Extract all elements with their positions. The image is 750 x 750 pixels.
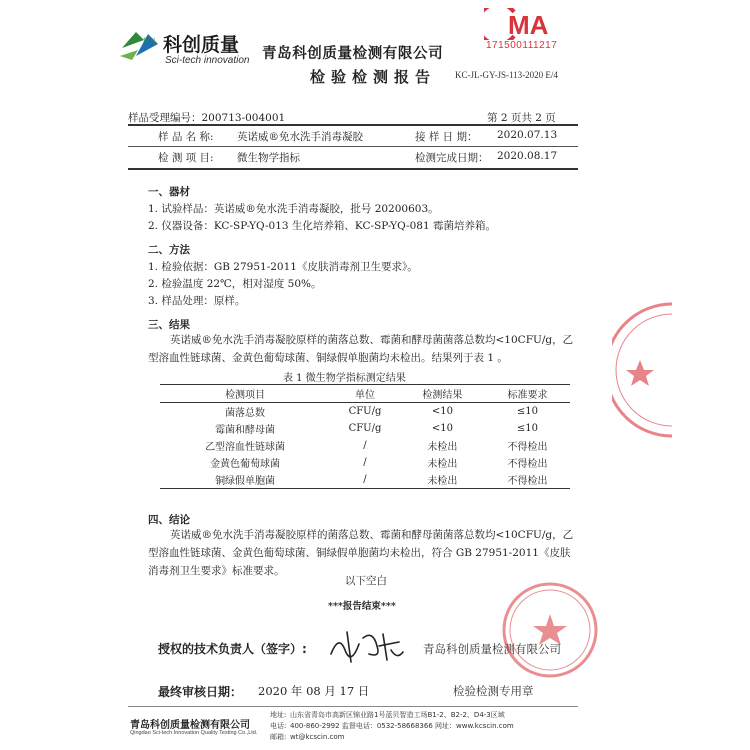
section-title: 二、方法 bbox=[148, 244, 190, 256]
table-cell: / bbox=[330, 471, 400, 489]
sample-name-label: 样 品 名 称: bbox=[158, 131, 214, 143]
footer-company: 青岛科创质量检测有限公司 bbox=[130, 720, 250, 731]
company-logo-icon bbox=[118, 26, 162, 62]
footer-address bbox=[270, 710, 505, 720]
table-cell: ≤10 bbox=[516, 406, 539, 417]
table-cell: 菌落总数 bbox=[225, 408, 266, 419]
footer-email-value: wt@kcscin.com bbox=[290, 733, 345, 741]
divider bbox=[128, 146, 578, 147]
column-header: 检测项目 bbox=[160, 385, 330, 403]
sample-number-label: 样品受理编号： bbox=[128, 112, 202, 124]
table-row bbox=[160, 471, 570, 489]
footer-phone bbox=[270, 721, 514, 731]
table-row bbox=[160, 437, 570, 454]
table-cell: 不得检出 bbox=[507, 442, 548, 453]
method-line: 2. 检验温度 22℃，相对湿度 50%。 bbox=[148, 278, 322, 290]
equipment-line: 2. 仪器设备：KC-SP-YQ-013 生化培养箱、KC-SP-YQ-081 霉菌培养箱。 bbox=[148, 220, 497, 232]
receive-date-label: 接 样 日 期： bbox=[415, 131, 478, 143]
page-indicator: 第 2 页共 2 页 bbox=[487, 112, 556, 124]
table-header-row bbox=[160, 385, 570, 403]
column-header: 检测结果 bbox=[400, 385, 485, 403]
cma-text: MA bbox=[508, 10, 549, 40]
footer-address-label: 地址: bbox=[270, 711, 287, 719]
footer-email bbox=[270, 732, 344, 742]
signature-label: 授权的技术负责人（签字）: bbox=[158, 642, 307, 656]
table-cell: ≤10 bbox=[516, 423, 539, 434]
footer-email-label: 邮箱: bbox=[270, 733, 287, 741]
logo-subtext: Sci-tech innovation bbox=[165, 55, 250, 66]
results-table bbox=[160, 384, 570, 489]
table-cell: 乙型溶血性链球菌 bbox=[205, 442, 286, 453]
table-cell: <10 bbox=[431, 423, 453, 434]
company-name: 青岛科创质量检测有限公司 bbox=[262, 46, 444, 62]
cma-number: 171500111217 bbox=[486, 40, 558, 51]
footer-phone-label: 电话: bbox=[270, 722, 287, 730]
document-code: KC-JL-GY-JS-113-2020 E/4 bbox=[455, 70, 558, 80]
handwritten-signature-icon bbox=[325, 624, 405, 668]
table-cell: / bbox=[363, 440, 367, 451]
blank-note: 以下空白 bbox=[345, 575, 387, 587]
report-end: ***报告结束*** bbox=[328, 601, 396, 612]
table-cell: CFU/g bbox=[348, 406, 382, 417]
column-header: 标准要求 bbox=[485, 385, 570, 403]
review-date-label: 最终审核日期： bbox=[158, 685, 243, 699]
table-cell: 未检出 bbox=[427, 459, 458, 470]
partial-seal-stamp-icon bbox=[612, 300, 672, 440]
table-row bbox=[160, 454, 570, 471]
table-cell: CFU/g bbox=[348, 423, 382, 434]
completion-date-value: 2020.08.17 bbox=[497, 150, 558, 162]
equipment-line: 1. 试验样品：英诺威®免水洗手消毒凝胶，批号 20200603。 bbox=[148, 203, 439, 215]
column-header: 单位 bbox=[330, 385, 400, 403]
sample-number-value: 200713-004001 bbox=[201, 112, 286, 124]
table-cell: 不得检出 bbox=[507, 459, 548, 470]
section-title: 四、结论 bbox=[148, 514, 190, 526]
sample-number bbox=[128, 110, 285, 125]
method-line: 3. 样品处理：原样。 bbox=[148, 295, 246, 307]
section-title: 一、器材 bbox=[148, 186, 190, 198]
receive-date-value: 2020.07.13 bbox=[497, 129, 558, 141]
footer-divider bbox=[128, 706, 578, 707]
report-title: 检验检测报告 bbox=[310, 68, 437, 86]
table-cell: <10 bbox=[431, 406, 453, 417]
logo-tag: 科创 bbox=[143, 38, 156, 45]
section-title: 三、结果 bbox=[148, 319, 190, 331]
table-cell: 不得检出 bbox=[485, 471, 570, 489]
footer-address-value: 山东省青岛市高新区锦业路1号蓝贝智造工场B1-2、B2-2、D4-3区域 bbox=[290, 711, 505, 719]
table-row bbox=[160, 420, 570, 437]
table-cell: 未检出 bbox=[400, 471, 485, 489]
divider bbox=[128, 168, 578, 170]
sample-name-value: 英诺威®免水洗手消毒凝胶 bbox=[237, 131, 363, 143]
results-paragraph: 英诺威®免水洗手消毒凝胶原样的菌落总数、霉菌和酵母菌菌落总数均<10CFU/g，乙型溶血性链球菌、金黄色葡萄球菌、铜绿假单胞菌均未检出。结果列于表 1 。 bbox=[148, 334, 574, 364]
review-date-value: 2020 年 08 月 17 日 bbox=[258, 684, 370, 698]
logo-text: 科创质量 bbox=[163, 35, 240, 56]
signing-company: 青岛科创质量检测有限公司 bbox=[423, 642, 561, 656]
cma-mark-icon bbox=[484, 8, 574, 40]
seal-caption: 检验检测专用章 bbox=[453, 684, 534, 698]
table-cell: 铜绿假单胞菌 bbox=[160, 471, 330, 489]
footer-phone-value: 400-860-2992 监督电话：0532-58668366 网址：www.kcscin.com bbox=[290, 722, 514, 730]
table-cell: 未检出 bbox=[427, 442, 458, 453]
table-row bbox=[160, 403, 570, 421]
completion-date-label: 检测完成日期： bbox=[415, 152, 489, 164]
conclusion-paragraph: 英诺威®免水洗手消毒凝胶原样的菌落总数、霉菌和酵母菌菌落总数均<10CFU/g，乙型溶血性链球菌、金黄色葡萄球菌、铜绿假单胞菌均未检出，符合 GB 27951-2011《皮肤消毒剂卫生要求》标准要求。 bbox=[148, 529, 574, 577]
test-item-label: 检 测 项 目: bbox=[158, 152, 214, 164]
test-item-value: 微生物学指标 bbox=[237, 152, 300, 164]
method-line: 1. 检验依据：GB 27951-2011《皮肤消毒剂卫生要求》。 bbox=[148, 261, 418, 273]
company-seal-stamp-icon bbox=[500, 580, 600, 680]
footer-company-en: Qingdao Sci-tech Innovation Quality Testing Co.,Ltd. bbox=[130, 730, 258, 736]
divider bbox=[128, 124, 578, 126]
table-cell: / bbox=[363, 457, 367, 468]
table-cell: 金黄色葡萄球菌 bbox=[210, 459, 281, 470]
table-cell: 霉菌和酵母菌 bbox=[215, 425, 276, 436]
table-caption: 表 1 微生物学指标测定结果 bbox=[283, 373, 406, 384]
